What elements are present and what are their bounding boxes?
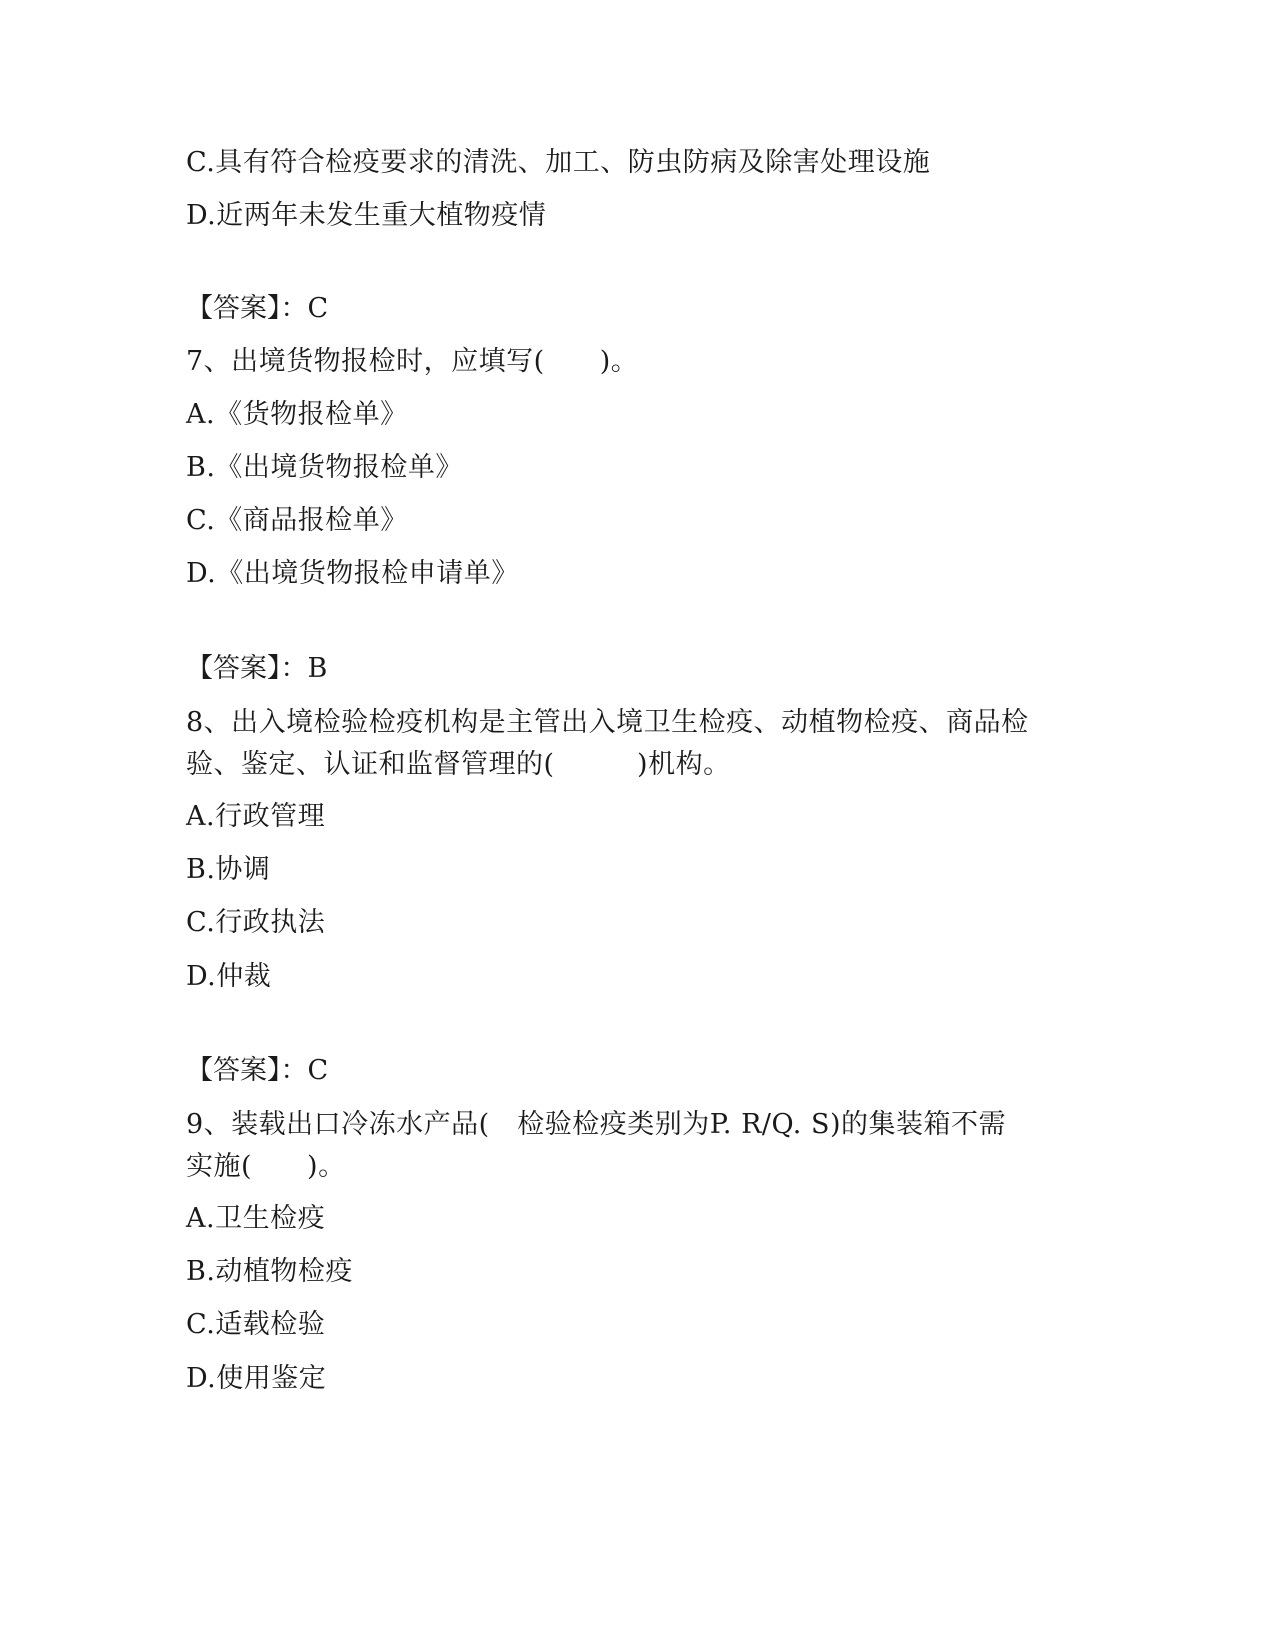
question-8-stem-line2: 验、鉴定、认证和监督管理的( )机构。 (186, 749, 731, 780)
question-7-stem: 7、出境货物报检时，应填写( )。 (186, 346, 639, 377)
question-7-option-d: D.《出境货物报检申请单》 (186, 558, 519, 589)
question-8-answer: 【答案】：C (186, 1055, 329, 1086)
question-9-stem-line2: 实施( )。 (186, 1151, 346, 1182)
option-c: C.具有符合检疫要求的清洗、加工、防虫防病及除害处理设施 (186, 147, 931, 178)
question-7-answer: 【答案】：B (186, 653, 328, 684)
question-9-option-a: A.卫生检疫 (186, 1203, 326, 1234)
question-7-option-b: B.《出境货物报检单》 (186, 452, 463, 483)
question-7-option-a: A.《货物报检单》 (186, 399, 408, 430)
answer-label: 【答案】：C (186, 293, 329, 324)
question-8-option-d: D.仲裁 (186, 961, 272, 992)
option-d: D.近两年未发生重大植物疫情 (186, 200, 547, 231)
question-9-stem-line1: 9、装载出口冷冻水产品( 检验检疫类别为P. R/Q. S)的集装箱不需 (186, 1109, 1006, 1140)
question-8-option-a: A.行政管理 (186, 801, 326, 832)
question-9-option-d: D.使用鉴定 (186, 1363, 327, 1394)
question-7-option-c: C.《商品报检单》 (186, 505, 408, 536)
question-8-option-c: C.行政执法 (186, 907, 326, 938)
question-8-stem-line1: 8、出入境检验检疫机构是主管出入境卫生检疫、动植物检疫、商品检 (186, 707, 1029, 738)
question-9-option-c: C.适载检验 (186, 1309, 326, 1340)
question-8-option-b: B.协调 (186, 854, 271, 885)
question-9-option-b: B.动植物检疫 (186, 1256, 353, 1287)
